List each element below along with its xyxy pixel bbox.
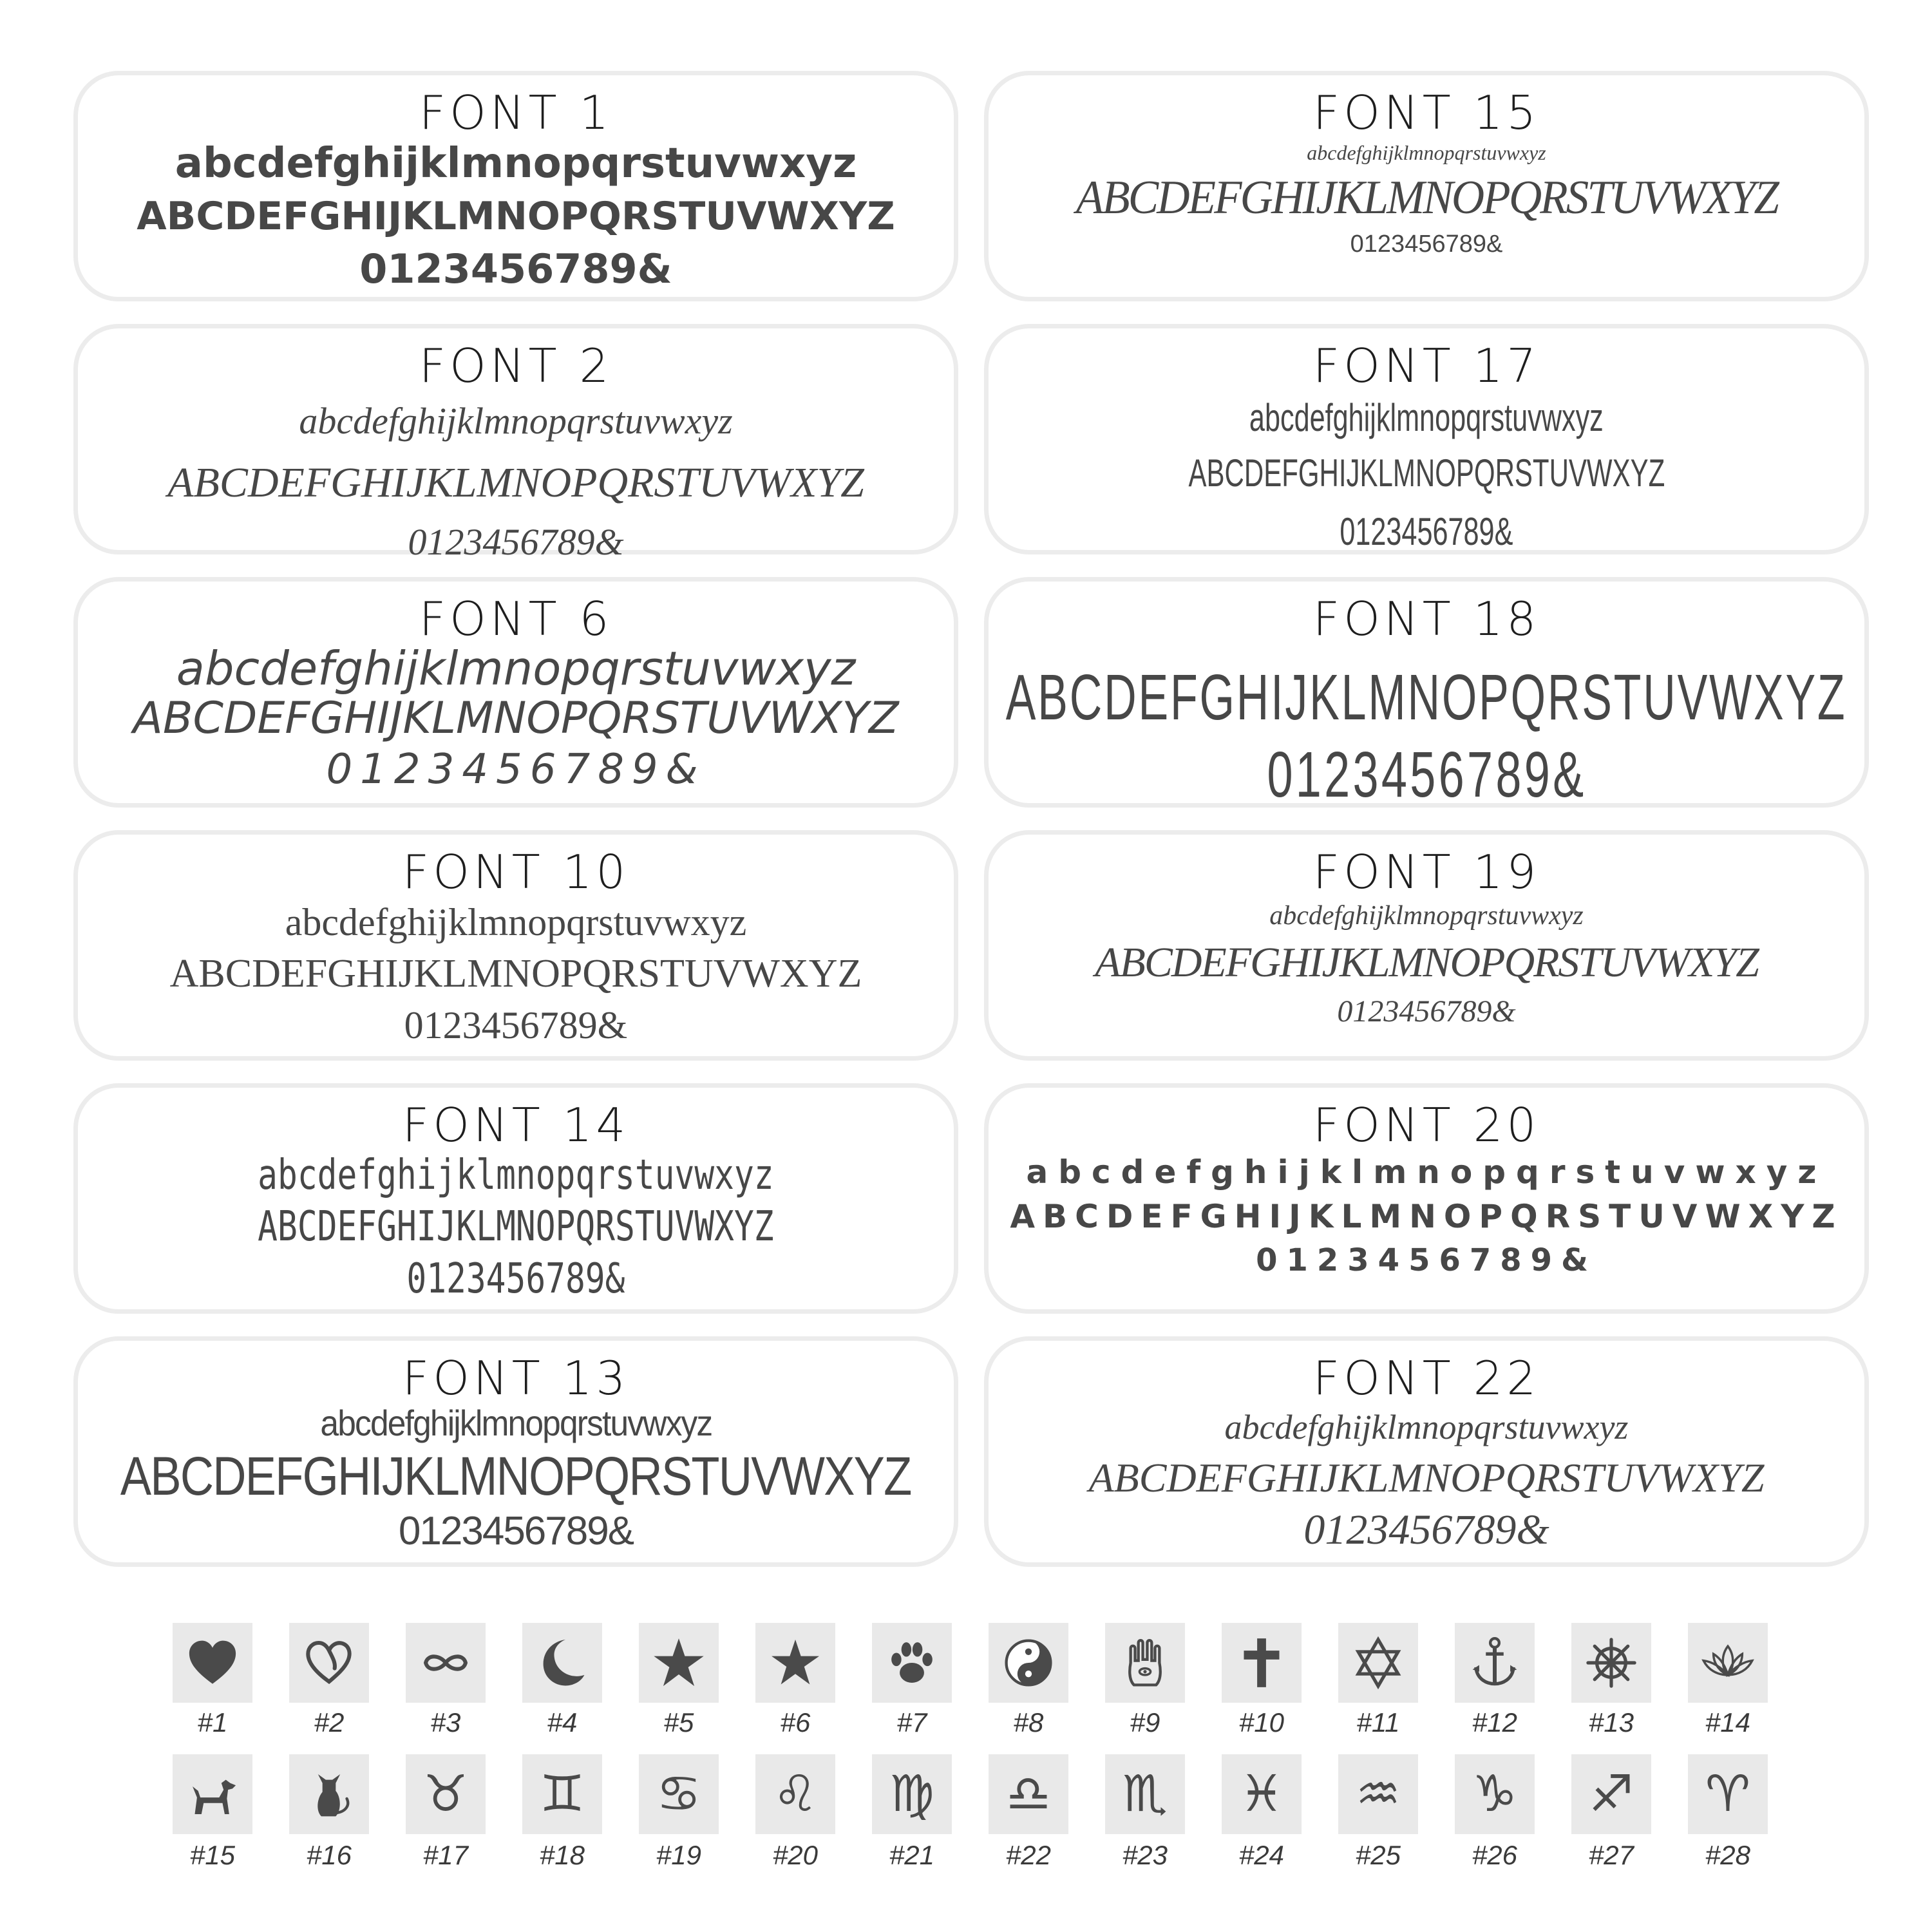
lowercase-sample: abcdefghijklmnopqrstuvwxyz: [320, 1403, 712, 1443]
digits-sample: 0123456789&: [359, 245, 672, 292]
lowercase-sample: abcdefghijklmnopqrstuvwxyz: [299, 400, 733, 442]
lotus-icon: [1700, 1635, 1756, 1690]
star-icon: [651, 1635, 706, 1690]
font-card-font-13: [73, 1336, 958, 1567]
symbol-label: #24: [1238, 1840, 1285, 1870]
symbol-label: #13: [1588, 1707, 1634, 1738]
ship-wheel-icon: [1584, 1635, 1639, 1690]
font-card-font-20: [984, 1083, 1869, 1314]
font-title: FONT 20: [1312, 1098, 1540, 1152]
symbol-tile-21: [872, 1754, 952, 1834]
uppercase-sample: ABCDEFGHIJKLMNOPQRSTUVWXYZ: [1095, 939, 1758, 986]
font-card-font-1: [73, 71, 958, 301]
uppercase-sample: ABCDEFGHIJKLMNOPQRSTUVWXYZ: [1188, 451, 1665, 495]
symbol-tile-12: [1455, 1623, 1535, 1703]
symbol-label: #17: [422, 1840, 469, 1870]
symbol-label: #10: [1238, 1707, 1285, 1738]
symbol-tile-15: [173, 1754, 252, 1834]
cat-icon: [301, 1766, 357, 1822]
symbol-label: #23: [1122, 1840, 1168, 1870]
yin-yang-icon: [1001, 1635, 1056, 1690]
scorpio-icon: ♏: [1122, 1765, 1168, 1823]
star-of-david-icon: [1350, 1635, 1406, 1690]
font-card-font-17: [984, 324, 1869, 554]
symbol-tile-14: [1688, 1623, 1768, 1703]
lowercase-sample: abcdefghijklmnopqrstuvwxyz: [1249, 396, 1604, 439]
uppercase-sample: ABCDEFGHIJKLMNOPQRSTUVWXYZ: [167, 459, 864, 506]
cancer-icon: ♋: [656, 1765, 701, 1823]
digits-sample: 0123456789&: [1256, 1242, 1597, 1278]
symbol-tile-23: [1105, 1754, 1185, 1834]
digits-sample: 0123456789&: [398, 1509, 634, 1553]
uppercase-sample: ABCDEFGHIJKLMNOPQRSTUVWXYZ: [120, 1446, 911, 1506]
symbol-label: #26: [1472, 1840, 1518, 1870]
font-card-font-10: [73, 830, 958, 1061]
lowercase-sample: abcdefghijklmnopqrstuvwxyz: [285, 901, 747, 943]
symbol-tile-27: [1571, 1754, 1651, 1834]
lowercase-sample: abcdefghijklmnopqrstuvwxyz: [1269, 901, 1584, 931]
anchor-icon: [1467, 1635, 1522, 1690]
cross-icon: [1234, 1635, 1289, 1690]
star-icon: [768, 1635, 823, 1690]
font-title: FONT 1: [419, 86, 613, 140]
symbol-label: #6: [780, 1707, 811, 1738]
gemini-icon: ♊: [540, 1765, 585, 1823]
symbol-tile-5: [639, 1623, 719, 1703]
symbol-tile-25: [1338, 1754, 1418, 1834]
symbol-tile-18: [522, 1754, 602, 1834]
digits-sample: 0123456789&: [408, 521, 624, 563]
font-title: FONT 18: [1312, 592, 1540, 646]
leo-icon: ♌: [773, 1765, 818, 1823]
font-title: FONT 15: [1312, 86, 1540, 140]
lowercase-sample: abcdefghijklmnopqrstuvwxyz: [176, 641, 856, 696]
symbol-tile-10: [1222, 1623, 1302, 1703]
symbol-label: #25: [1355, 1840, 1401, 1870]
symbol-label: #7: [896, 1707, 927, 1738]
uppercase-sample: ABCDEFGHIJKLMNOPQRSTUVWXYZ: [169, 952, 862, 996]
digits-sample: 0123456789&: [1303, 1506, 1549, 1553]
symbol-tile-7: [872, 1623, 952, 1703]
uppercase-sample: ABCDEFGHIJKLMNOPQRSTUVWXYZ: [1088, 1455, 1765, 1501]
symbol-label: #18: [539, 1840, 585, 1870]
libra-icon: ♎: [1006, 1765, 1051, 1823]
symbol-tile-4: [522, 1623, 602, 1703]
symbol-label: #14: [1705, 1707, 1751, 1738]
digits-sample: 0123456789&: [406, 1255, 625, 1303]
symbol-labels-row-2: [173, 1842, 1768, 1874]
aquarius-icon: ♒: [1356, 1765, 1401, 1823]
symbol-label: #22: [1005, 1840, 1052, 1870]
heart-outline-icon: [301, 1635, 357, 1690]
digits-sample: 0123456789&: [1340, 510, 1513, 553]
font-card-font-15: [984, 71, 1869, 301]
font-title: FONT 14: [402, 1098, 630, 1152]
symbol-label: #5: [663, 1707, 694, 1738]
symbol-tile-16: [289, 1754, 369, 1834]
symbol-label: #11: [1356, 1707, 1400, 1738]
symbol-tile-19: [639, 1754, 719, 1834]
symbol-label: #4: [547, 1707, 578, 1738]
symbol-tile-2: [289, 1623, 369, 1703]
digits-sample: 0123456789&: [404, 1004, 628, 1046]
symbol-label: #2: [314, 1707, 345, 1738]
font-card-font-2: [73, 324, 958, 563]
aries-icon: ♈: [1705, 1765, 1750, 1823]
lowercase-sample: abcdefghijklmnopqrstuvwxyz: [175, 140, 857, 187]
font-card-font-22: [984, 1336, 1869, 1567]
capricorn-icon: ♑: [1472, 1765, 1517, 1823]
digits-sample: 0123456789&: [1337, 994, 1516, 1028]
crescent-moon-icon: [535, 1635, 590, 1690]
symbol-tile-1: [173, 1623, 252, 1703]
font-card-font-19: [984, 830, 1869, 1061]
symbol-tile-17: [406, 1754, 486, 1834]
hamsa-icon: [1117, 1635, 1173, 1690]
symbol-tile-11: [1338, 1623, 1418, 1703]
infinity-icon: [418, 1635, 473, 1690]
symbol-label: #20: [772, 1840, 819, 1870]
symbol-label: #12: [1472, 1707, 1518, 1738]
dog-icon: [185, 1766, 240, 1822]
lowercase-sample: abcdefghijklmnopqrstuvwxyz: [1026, 1153, 1827, 1191]
symbol-tile-13: [1571, 1623, 1651, 1703]
font-card-font-18: [984, 577, 1869, 811]
pisces-icon: ♓: [1239, 1765, 1284, 1823]
digits-sample: 0123456789&: [1267, 739, 1586, 811]
font-title: FONT 10: [402, 845, 630, 899]
digits-sample: 0123456789&: [1350, 231, 1503, 258]
symbol-tile-24: [1222, 1754, 1302, 1834]
paw-print-icon: [884, 1635, 940, 1690]
symbol-label: #21: [889, 1840, 935, 1870]
symbol-tile-3: [406, 1623, 486, 1703]
symbol-tile-6: [755, 1623, 835, 1703]
font-title: FONT 19: [1312, 845, 1540, 899]
symbol-row-2: [173, 1754, 1768, 1834]
font-card-font-14: [73, 1083, 958, 1314]
symbol-label: #28: [1705, 1840, 1751, 1870]
symbol-label: #16: [306, 1840, 352, 1870]
sagittarius-icon: ♐: [1589, 1765, 1634, 1823]
uppercase-sample: ABCDEFGHIJKLMNOPQRSTUVWXYZ: [137, 194, 895, 239]
symbol-label: #19: [656, 1840, 702, 1870]
symbol-row-1: [173, 1623, 1768, 1703]
symbol-tile-20: [755, 1754, 835, 1834]
font-title: FONT 13: [402, 1351, 630, 1405]
symbol-label: #27: [1588, 1840, 1634, 1870]
symbol-tile-22: [989, 1754, 1068, 1834]
font-title: FONT 6: [419, 592, 613, 646]
symbol-tile-8: [989, 1623, 1068, 1703]
font-card-font-6: [73, 577, 958, 808]
symbol-tile-9: [1105, 1623, 1185, 1703]
symbol-label: #9: [1130, 1707, 1160, 1738]
digits-sample: 0123456789&: [326, 746, 706, 793]
symbol-label: #15: [189, 1840, 236, 1870]
uppercase-sample: ABCDEFGHIJKLMNOPQRSTUVWXYZ: [1075, 171, 1777, 224]
lowercase-sample: abcdefghijklmnopqrstuvwxyz: [1224, 1408, 1629, 1446]
heart-icon: [185, 1635, 240, 1690]
font-title: FONT 2: [419, 339, 613, 393]
uppercase-sample: ABCDEFGHIJKLMNOPQRSTUVWXYZ: [133, 693, 899, 744]
symbol-label: #3: [430, 1707, 461, 1738]
font-title: FONT 22: [1312, 1351, 1540, 1405]
symbol-label: #1: [197, 1707, 228, 1738]
virgo-icon: ♍: [889, 1765, 934, 1823]
symbol-tile-28: [1688, 1754, 1768, 1834]
uppercase-sample: ABCDEFGHIJKLMNOPQRSTUVWXYZ: [258, 1203, 774, 1251]
taurus-icon: ♉: [423, 1765, 468, 1823]
uppercase-sample: ABCDEFGHIJKLMNOPQRSTUVWXYZ: [1010, 1198, 1843, 1235]
lowercase-sample: abcdefghijklmnopqrstuvwxyz: [258, 1151, 774, 1199]
symbol-labels-row-1: [173, 1709, 1768, 1741]
lowercase-sample: abcdefghijklmnopqrstuvwxyz: [1307, 141, 1546, 164]
uppercase-sample: ABCDEFGHIJKLMNOPQRSTUVWXYZ: [1006, 661, 1847, 734]
symbol-tile-26: [1455, 1754, 1535, 1834]
symbol-label: #8: [1013, 1707, 1044, 1738]
font-title: FONT 17: [1312, 339, 1540, 393]
